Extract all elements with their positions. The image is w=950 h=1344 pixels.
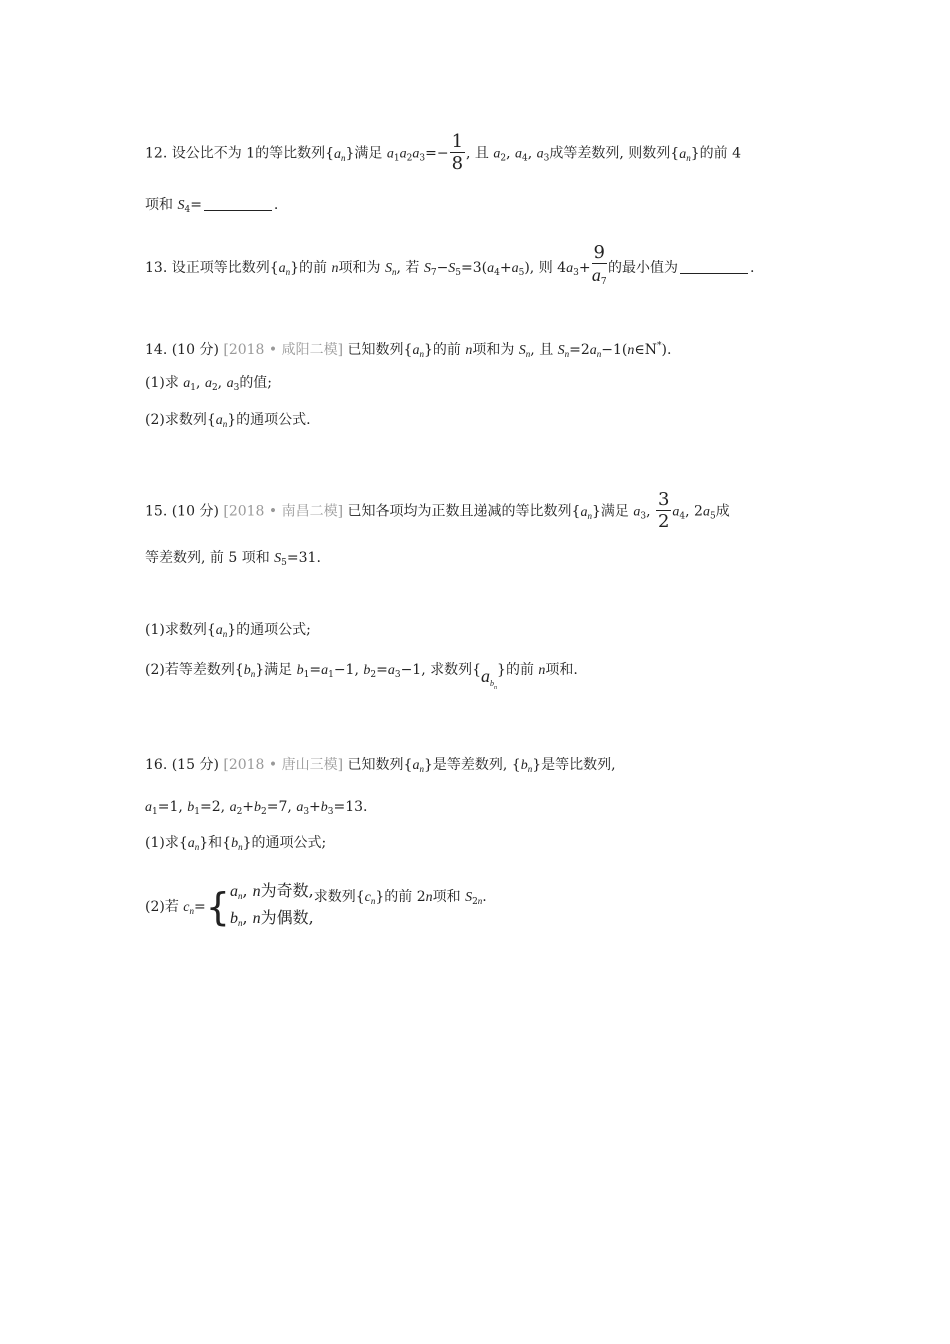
q12-fraction: $\frac{1}{8}$ xyxy=(451,131,464,174)
q15-source: [2018 • 南昌二模] xyxy=(223,503,344,520)
q16-piecewise: { $a_n$, n为奇数, $b_n$, n为偶数, xyxy=(205,881,314,929)
q13-fraction: $\frac{9}{a_7}$ xyxy=(591,242,607,287)
q14-part2: (2)求数列$\{a_n\}$的通项公式. xyxy=(145,412,311,429)
q14-line1: 14. (10 分) [2018 • 咸阳二模] 已知数列$\{a_n\}$的前 n项和为 $S_n$, 且 $S_n=2a_n-1(n\in N^*)$. xyxy=(145,341,672,359)
q15-line2: 等差数列, 前 5 项和 $S_5=31$. xyxy=(145,550,321,568)
q15-part1: (1)求数列$\{a_n\}$的通项公式; xyxy=(145,622,311,639)
q14-source: [2018 • 咸阳二模] xyxy=(223,342,344,358)
q16-line2: $a_1=1$, $b_1=2$, $a_2+b_2=7$, $a_3+b_3=13$. xyxy=(145,799,368,817)
q16-source: [2018 • 唐山三模] xyxy=(223,757,344,773)
q15-fraction: $\frac{3}{2}$ xyxy=(657,489,670,532)
q12-answer-blank xyxy=(204,196,272,211)
q13-answer-blank xyxy=(680,259,748,274)
q16-part2: (2)若 $c_n=${ $a_n$, n为奇数, $b_n$, n为偶数, 求数列$\{c_n\}$的前 2n项和 $S_{2n}$. xyxy=(145,880,487,934)
q15-line1: 15. (10 分) [2018 • 南昌二模] 已知各项均为正数且递减的等比数列$\{a_n\}$满足 $a_3$, $\frac{3}{2}$ $a_4$, $2a_5$成 xyxy=(145,489,730,532)
q16-line1: 16. (15 分) [2018 • 唐山三模] 已知数列$\{a_n\}$是等差数列, $\{b_n\}$是等比数列, xyxy=(145,757,616,774)
q15-part2: (2)若等差数列$\{b_n\}$满足 $b_1=a_1-1$, $b_2=a_3-1$, 求数列$\{a_{b_n}\}$的前 n项和. xyxy=(145,662,578,691)
q13-line: 13. 设正项等比数列$\{a_n\}$的前 n项和为 $S_n$, 若 $S_7-S_5=3(a_4+a_5)$, 则 $4a_3+$ $\frac{9}{a_7}$ 的最小值为 . xyxy=(145,243,754,293)
q16-part1: (1)求$\{a_n\}$和$\{b_n\}$的通项公式; xyxy=(145,835,327,852)
q14-part1: (1)求 $a_1$, $a_2$, $a_3$的值; xyxy=(145,375,273,393)
q12-line1: 12. 设公比不为 1的等比数列$\{a_n\}$满足 $a_1a_2a_3=-$ $\frac{1}{8}$ , 且 $a_2$, $a_4$, $a_3$成等差数列, 则数列$\{a_n\}$的前 4 xyxy=(145,131,741,174)
q12-line2: 项和 $S_4=$ . xyxy=(145,197,279,215)
